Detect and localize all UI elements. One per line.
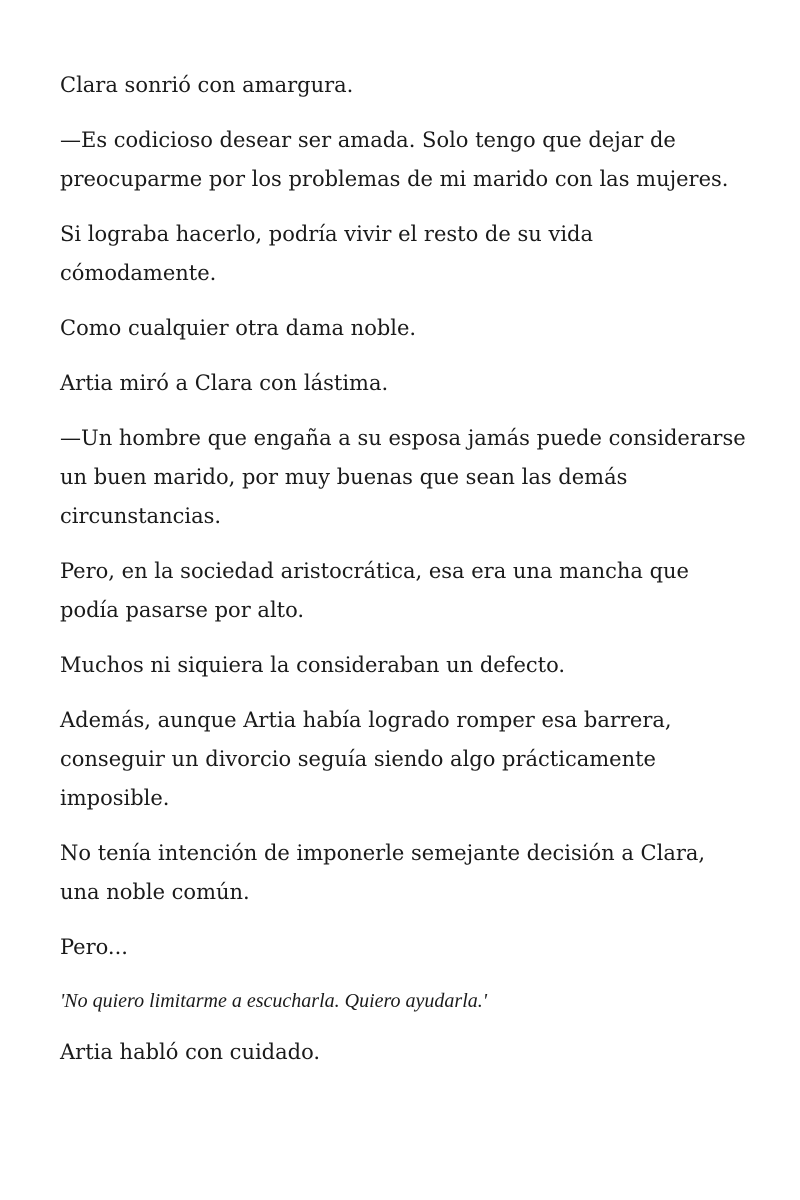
inner-thought-paragraph: 'No quiero limitarme a escucharla. Quiero ayudarla.' (60, 990, 488, 1012)
paragraph: Clara sonrió con amargura. (60, 73, 354, 97)
paragraph: No tenía intención de imponerle semejante decisión a Clara, una noble común. (60, 841, 706, 904)
paragraph: Como cualquier otra dama noble. (60, 316, 417, 340)
paragraph: Si lograba hacerlo, podría vivir el resto de su vida cómodamente. (60, 222, 593, 285)
paragraph: Artia miró a Clara con lástima. (60, 371, 389, 395)
paragraph: Muchos ni siquiera la consideraban un defecto. (60, 653, 566, 677)
paragraph: Pero... (60, 935, 128, 959)
paragraph: Además, aunque Artia había logrado romper esa barrera, conseguir un divorcio seguía siendo algo prácticamente imposible. (60, 708, 672, 810)
paragraph: —Es codicioso desear ser amada. Solo tengo que dejar de preocuparme por los problemas de mi marido con las mujeres. (60, 128, 729, 191)
paragraph: —Un hombre que engaña a su esposa jamás puede considerarse un buen marido, por muy buenas que sean las demás circunstancias. (60, 426, 746, 528)
document-page (60, 66, 750, 1088)
paragraph: Pero, en la sociedad aristocrática, esa era una mancha que podía pasarse por alto. (60, 559, 689, 622)
paragraph: Artia habló con cuidado. (60, 1040, 321, 1064)
